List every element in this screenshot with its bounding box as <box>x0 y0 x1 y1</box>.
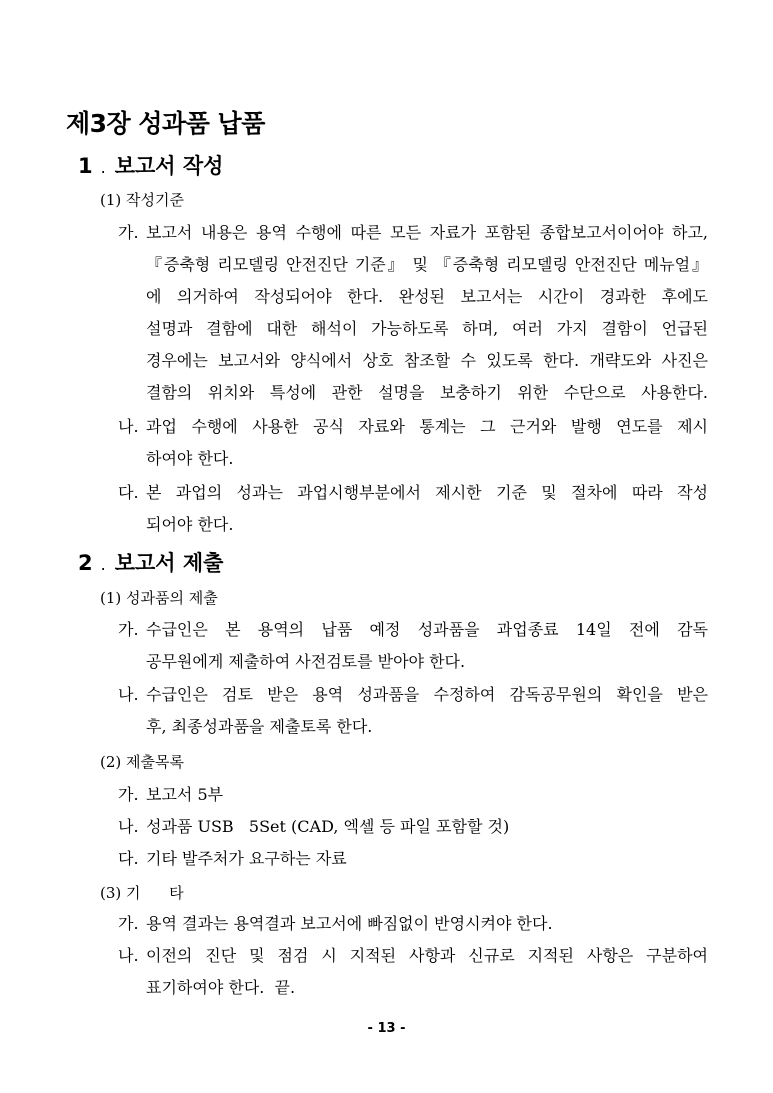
item-line: 『증축형 리모델링 안전진단 기준』 및 『증축형 리모델링 안전진단 메뉴얼』 <box>146 255 708 274</box>
item-line <box>118 940 708 972</box>
list-item <box>118 217 708 409</box>
list-item <box>118 843 708 875</box>
chapter-title: 제3장 성과품 납품 <box>66 109 265 138</box>
item-text: 수급인은 검토 받은 용역 성과품을 수정하여 감독공무원의 확인을 받은 <box>146 685 708 704</box>
item-marker: 나. <box>118 417 139 436</box>
item-text: 본 과업의 성과는 과업시행부분에서 제시한 기준 및 절차에 따라 작성 <box>146 483 708 502</box>
subsection-label: (1) 성과품의 제출 <box>100 589 218 607</box>
item-line <box>118 779 708 811</box>
item-line <box>118 811 708 843</box>
item-marker: 다. <box>118 483 139 502</box>
subsection-label: (3) 기 타 <box>100 884 184 902</box>
item-marker: 가. <box>118 620 139 639</box>
section-number: 1 <box>78 154 93 178</box>
item-line: 하여야 한다. <box>146 449 234 468</box>
list-item <box>118 940 708 1004</box>
subsection-label: (1) 작성기준 <box>100 191 184 209</box>
list-item <box>118 779 708 811</box>
item-line <box>118 614 708 646</box>
item-line <box>118 908 708 940</box>
subsection-label: (2) 제출목록 <box>100 753 184 771</box>
section-dot: . <box>100 555 106 574</box>
item-line: 공무원에게 제출하여 사전검토를 받아야 한다. <box>146 652 466 671</box>
section-heading-2 <box>78 547 223 577</box>
item-text: 기타 발주처가 요구하는 자료 <box>146 849 347 868</box>
item-line: 후, 최종성과품을 제출토록 한다. <box>146 717 373 736</box>
section-dot: . <box>100 158 106 177</box>
item-line: 에 의거하여 작성되어야 한다. 완성된 보고서는 시간이 경과한 후에도 <box>146 287 708 306</box>
item-marker: 다. <box>118 849 139 868</box>
item-marker: 가. <box>118 223 139 242</box>
section-number: 2 <box>78 551 93 575</box>
item-line: 설명과 결함에 대한 해석이 가능하도록 하며, 여러 가지 결함이 언급된 <box>146 319 708 338</box>
item-marker: 나. <box>118 817 139 836</box>
item-text: 보고서 내용은 용역 수행에 따른 모든 자료가 포함된 종합보고서이어야 하고, <box>146 223 708 242</box>
section-title: 보고서 제출 <box>114 551 224 575</box>
item-line <box>118 843 708 875</box>
item-marker: 가. <box>118 914 139 933</box>
item-text: 보고서 5부 <box>146 785 224 804</box>
item-line: 결함의 위치와 특성에 관한 설명을 보충하기 위한 수단으로 사용한다. <box>146 383 708 402</box>
item-text: 성과품 USB 5Set (CAD, 엑셀 등 파일 포함할 것) <box>146 817 510 836</box>
item-line: 되어야 한다. <box>146 515 234 534</box>
section-heading-1 <box>78 150 223 180</box>
item-line <box>118 477 708 509</box>
item-text: 과업 수행에 사용한 공식 자료와 통계는 그 근거와 발행 연도를 제시 <box>146 417 708 436</box>
list-item <box>118 679 708 743</box>
list-item <box>118 411 708 475</box>
list-item <box>118 811 708 843</box>
item-marker: 나. <box>118 946 139 965</box>
item-line <box>118 679 708 711</box>
section-title: 보고서 작성 <box>114 154 224 178</box>
item-marker: 가. <box>118 785 139 804</box>
page-number: - 13 - <box>367 1021 406 1036</box>
item-line: 경우에는 보고서와 양식에서 상호 참조할 수 있도록 한다. 개략도와 사진은 <box>146 351 708 370</box>
item-marker: 나. <box>118 685 139 704</box>
list-item <box>118 908 708 940</box>
item-line <box>118 411 708 443</box>
item-text: 수급인은 본 용역의 납품 예정 성과품을 과업종료 14일 전에 감독 <box>146 620 708 639</box>
item-line: 표기하여야 한다. 끝. <box>146 978 296 997</box>
item-text: 이전의 진단 및 점검 시 지적된 사항과 신규로 지적된 사항은 구분하여 <box>146 946 708 965</box>
item-line <box>118 217 708 249</box>
list-item <box>118 477 708 541</box>
list-item <box>118 614 708 678</box>
item-text: 용역 결과는 용역결과 보고서에 빠짐없이 반영시켜야 한다. <box>146 914 553 933</box>
